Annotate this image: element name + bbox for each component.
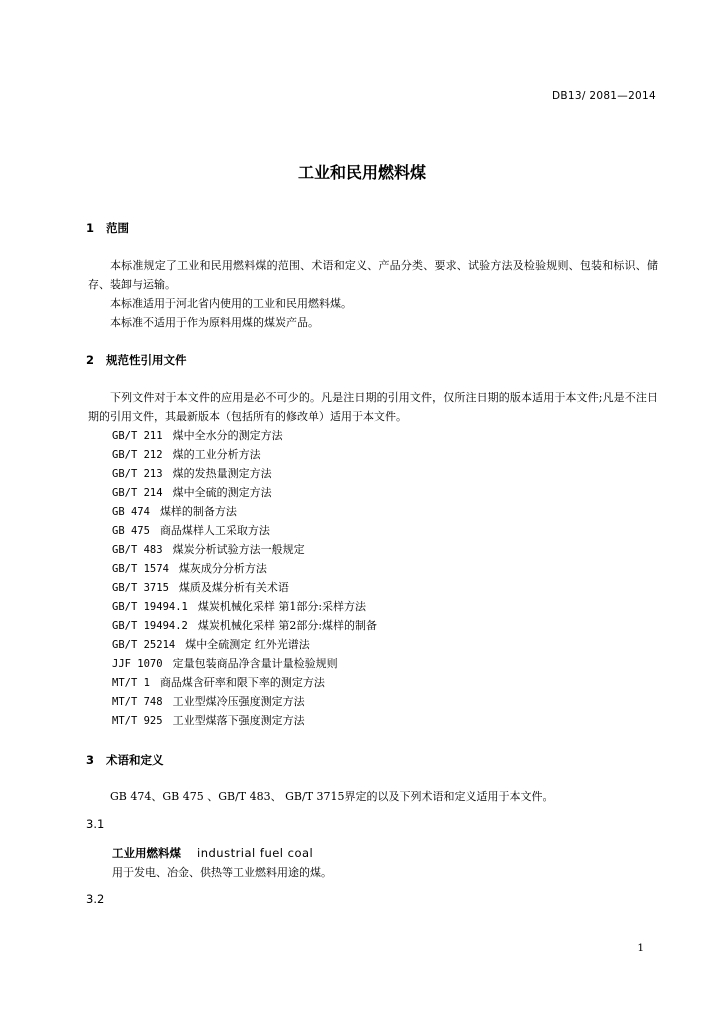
term-chinese: 工业用燃料煤	[112, 846, 181, 860]
section-3-intro: GB 474、GB 475 、GB/T 483、 GB/T 3715界定的以及下列术语和定义适用于本文件。	[110, 790, 554, 803]
reference-item	[112, 673, 377, 692]
reference-title: 煤炭机械化采样 第2部分:煤样的制备	[197, 619, 378, 632]
document-code: DB13/ 2081—2014	[552, 90, 656, 102]
reference-title: 定量包装商品净含量计量检验规则	[172, 657, 338, 670]
reference-item	[112, 483, 377, 502]
reference-item	[112, 654, 377, 673]
section-3-title: 术语和定义	[106, 753, 164, 767]
section-2-heading	[86, 352, 187, 368]
reference-code: GB/T 214	[112, 487, 163, 499]
reference-item	[112, 635, 377, 654]
reference-code: GB/T 19494.2	[112, 620, 188, 632]
reference-title: 煤灰成分分析方法	[178, 562, 267, 575]
reference-title: 商品煤含矸率和限下率的测定方法	[159, 676, 325, 689]
reference-title: 煤样的制备方法	[159, 505, 237, 518]
reference-code: GB 474	[112, 506, 150, 518]
term-definition: 用于发电、冶金、供热等工业燃料用途的煤。	[112, 866, 332, 879]
section-1-title: 范围	[106, 221, 129, 235]
reference-code: GB/T 213	[112, 468, 163, 480]
normative-reference-list	[112, 426, 377, 730]
reference-item	[112, 426, 377, 445]
reference-title: 煤的发热量测定方法	[172, 467, 272, 480]
reference-code: GB/T 25214	[112, 639, 176, 651]
section-1-paragraph-1: 本标准规定了工业和民用燃料煤的范围、术语和定义、产品分类、要求、试验方法及检验规则、包装和标识、储存、装卸与运输。	[88, 259, 658, 291]
section-1-paragraph-2: 本标准适用于河北省内使用的工业和民用燃料煤。	[110, 297, 352, 310]
reference-code: GB 475	[112, 525, 150, 537]
reference-item	[112, 692, 377, 711]
reference-title: 工业型煤落下强度测定方法	[172, 714, 305, 727]
page-number: 1	[637, 942, 644, 954]
reference-item	[112, 540, 377, 559]
reference-code: GB/T 211	[112, 430, 163, 442]
section-3-heading	[86, 752, 164, 768]
reference-item	[112, 597, 377, 616]
reference-item	[112, 502, 377, 521]
reference-code: JJF 1070	[112, 658, 163, 670]
reference-title: 商品煤样人工采取方法	[159, 524, 270, 537]
reference-code: GB/T 19494.1	[112, 601, 188, 613]
reference-title: 煤中全水分的测定方法	[172, 429, 283, 442]
page-title: 工业和民用燃料煤	[297, 163, 426, 182]
clause-3-1-number: 3.1	[86, 817, 105, 831]
reference-title: 工业型煤冷压强度测定方法	[172, 695, 305, 708]
reference-code: MT/T 1	[112, 677, 150, 689]
reference-title: 煤中全硫的测定方法	[172, 486, 272, 499]
section-2-title: 规范性引用文件	[106, 353, 187, 367]
reference-code: MT/T 748	[112, 696, 163, 708]
section-3-number: 3	[86, 753, 95, 767]
reference-title: 煤的工业分析方法	[172, 448, 261, 461]
section-1-heading	[86, 220, 129, 236]
clause-3-2-number: 3.2	[86, 892, 105, 906]
section-2-intro: 下列文件对于本文件的应用是必不可少的。凡是注日期的引用文件，仅所注日期的版本适用于本文件;凡是不注日期的引用文件，其最新版本（包括所有的修改单）适用于本文件。	[88, 391, 658, 423]
reference-code: GB/T 212	[112, 449, 163, 461]
reference-title: 煤中全硫测定 红外光谱法	[185, 638, 310, 651]
reference-item	[112, 616, 377, 635]
reference-title: 煤炭机械化采样 第1部分:采样方法	[197, 600, 367, 613]
term-english: industrial fuel coal	[197, 846, 314, 860]
reference-title: 煤质及煤分析有关术语	[178, 581, 289, 594]
term-entry	[112, 845, 313, 861]
section-2-number: 2	[86, 353, 95, 367]
reference-item	[112, 464, 377, 483]
reference-code: GB/T 483	[112, 544, 163, 556]
reference-item	[112, 578, 377, 597]
reference-code: GB/T 1574	[112, 563, 169, 575]
reference-code: GB/T 3715	[112, 582, 169, 594]
section-1-paragraph-3: 本标准不适用于作为原料用煤的煤炭产品。	[110, 316, 319, 329]
reference-code: MT/T 925	[112, 715, 163, 727]
reference-title: 煤炭分析试验方法一般规定	[172, 543, 305, 556]
reference-item	[112, 711, 377, 730]
reference-item	[112, 559, 377, 578]
reference-item	[112, 445, 377, 464]
reference-item	[112, 521, 377, 540]
section-1-number: 1	[86, 221, 95, 235]
